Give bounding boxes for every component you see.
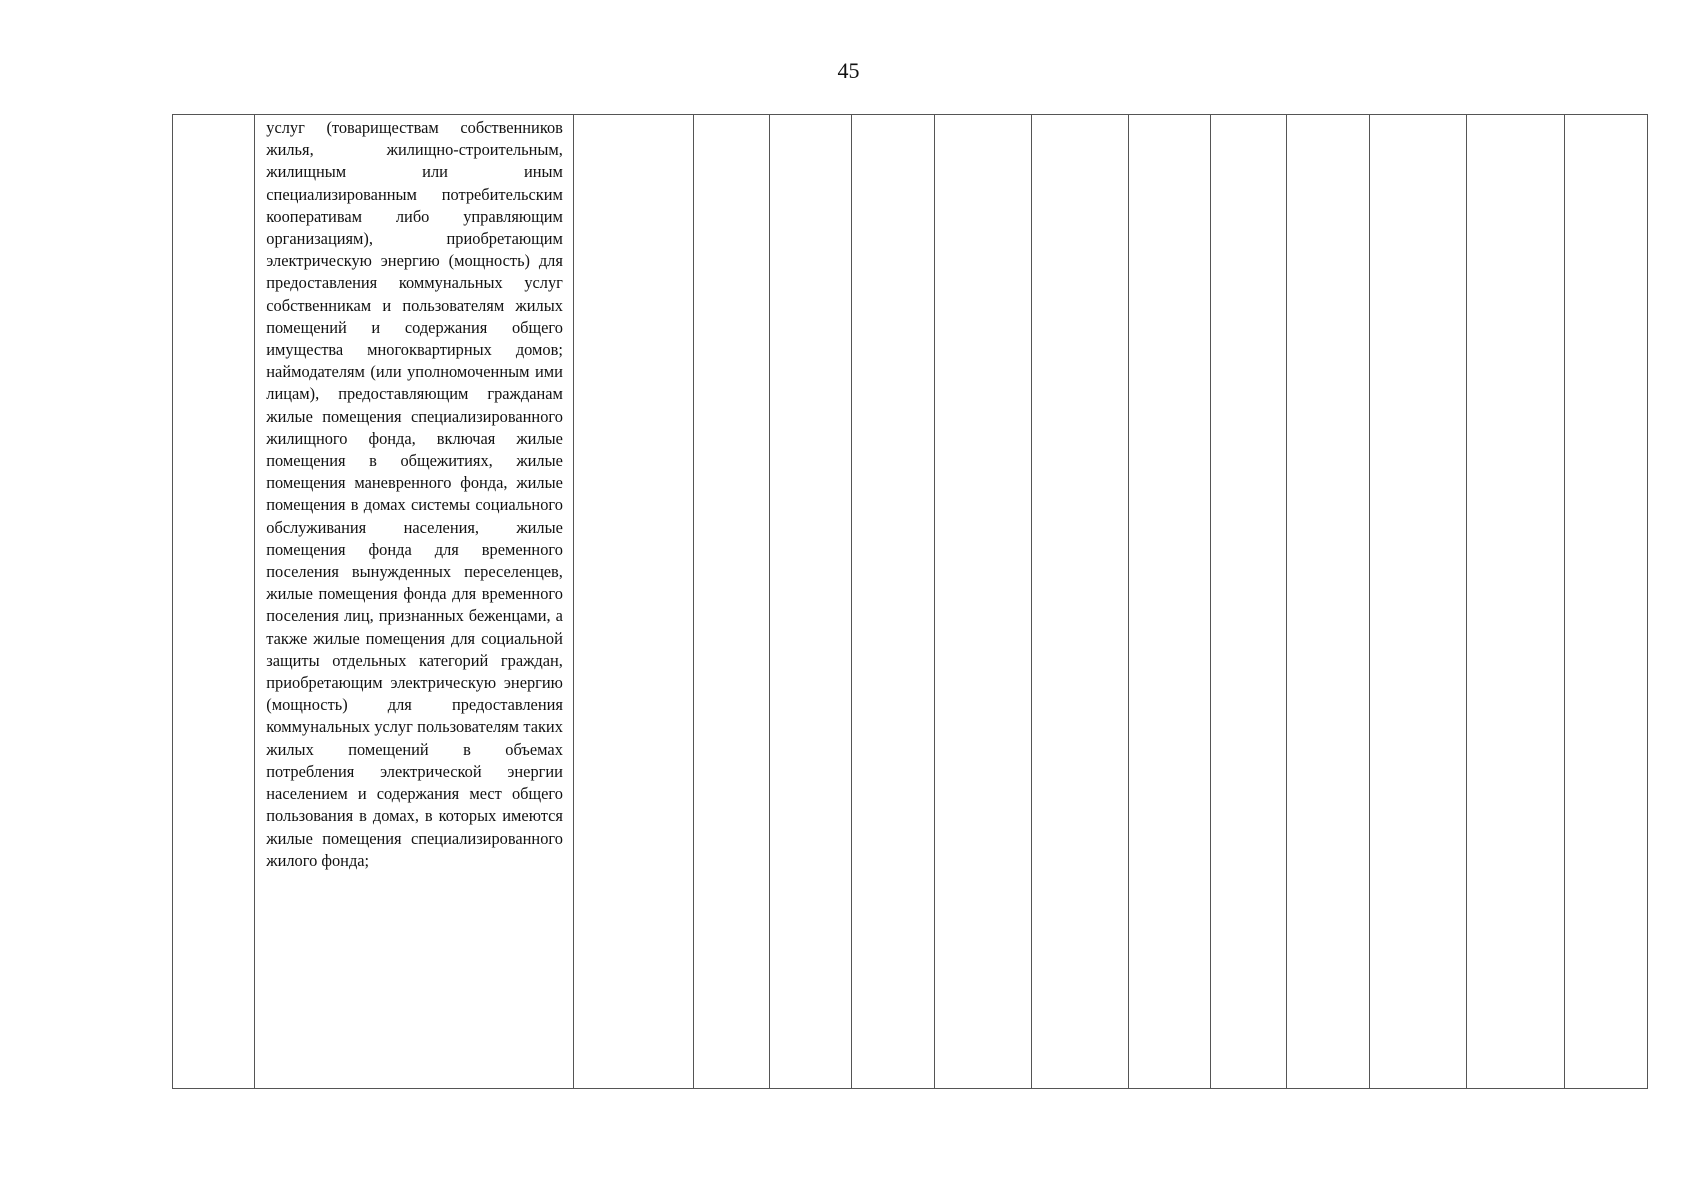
table-row xyxy=(173,115,1648,1089)
number-cell xyxy=(173,115,255,1089)
value-cell-7 xyxy=(1128,115,1210,1089)
value-cell-8 xyxy=(1211,115,1287,1089)
value-cell-5 xyxy=(934,115,1031,1089)
value-cell-11 xyxy=(1467,115,1564,1089)
page-number: 45 xyxy=(837,58,860,83)
tariff-table xyxy=(172,114,1648,1089)
value-cell-10 xyxy=(1370,115,1467,1089)
description-text: услуг (товариществам собственников жилья, жилищно-строительным, жилищным или иным специализированным потребительским кооперативам либо управляющим организациям), приобретающим электрическую энергию (мощность) для предоставления коммунальных услуг собственникам и пользователям жилых помещений и содержания общего имущества многоквартирных домов; наймодателям (или уполномоченным ими лицам), предоставляющим гражданам жилые помещения специализированного жилищного фонда, включая жилые помещения в общежитиях, жилые помещения маневренного фонда, жилые помещения в домах системы социального обслуживания населения, жилые помещения фонда для временного поселения вынужденных переселенцев, жилые помещения фонда для временного поселения лиц, признанных беженцами, а также жилые помещения для социальной защиты отдельных категорий граждан, приобретающим электрическую энергию (мощность) для предоставления коммунальных услуг пользователям таких жилых помещений в объемах потребления электрической энергии населением и содержания мест общего пользования в домах, в которых имеются жилые помещения специализированного жилого фонда; xyxy=(266,118,563,870)
description-cell xyxy=(255,115,574,1089)
value-cell-6 xyxy=(1031,115,1128,1089)
value-cell-1 xyxy=(573,115,693,1089)
value-cell-3 xyxy=(770,115,852,1089)
value-cell-4 xyxy=(852,115,934,1089)
value-cell-12 xyxy=(1564,115,1647,1089)
value-cell-2 xyxy=(694,115,770,1089)
value-cell-9 xyxy=(1287,115,1370,1089)
